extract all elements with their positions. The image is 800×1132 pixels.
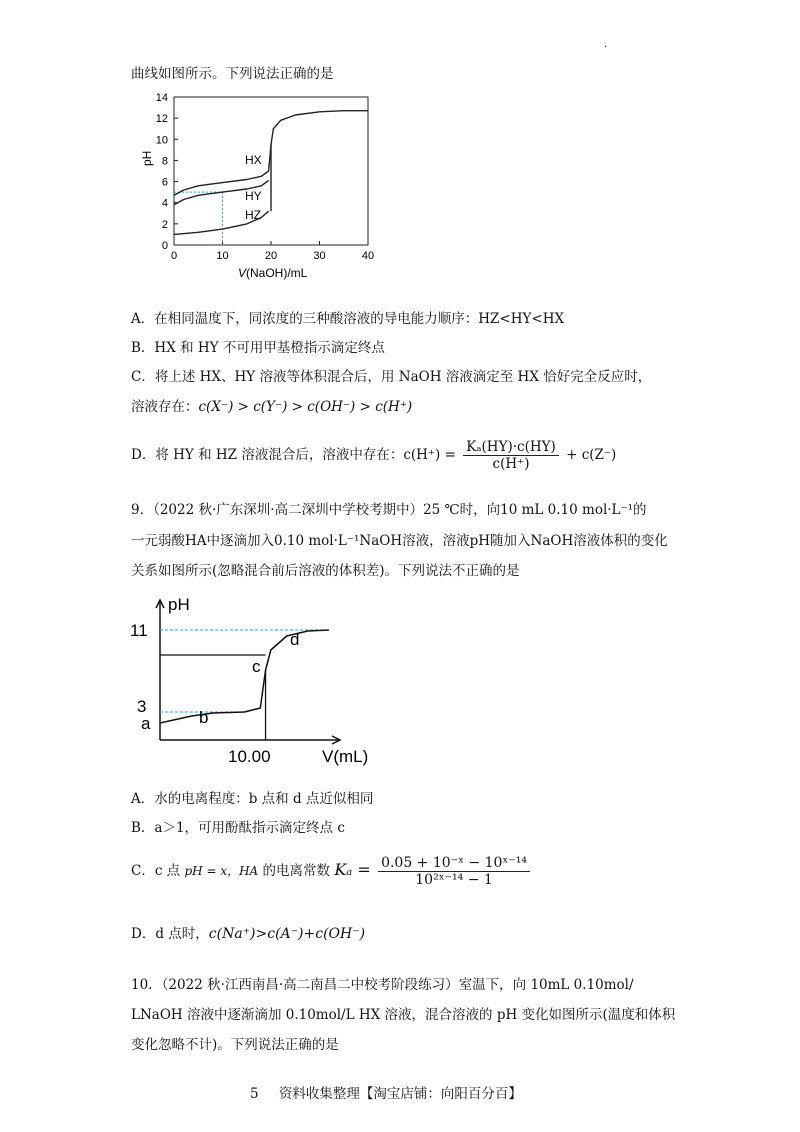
chart1-xlabel: V(NaOH)/mL xyxy=(238,266,308,280)
series-ha xyxy=(160,630,329,723)
legend-hz: HZ xyxy=(245,208,261,222)
chart2-xtick-10: 10.00 xyxy=(228,747,271,766)
footer-text: 资料收集整理【淘宝店铺：向阳百分百】 xyxy=(278,1086,522,1102)
q8-d-prefix: D．将 HY 和 HZ 溶液混合后，溶液中存在：c(H⁺) = xyxy=(131,447,456,463)
chart2-axes xyxy=(156,600,340,744)
chart2-ytick-11: 11 xyxy=(130,621,148,640)
q8-d-fraction xyxy=(463,439,559,472)
chart2-series xyxy=(160,630,329,740)
chart1-xtick-label: 40 xyxy=(361,250,375,262)
q9-c-condition: pH = x，HA xyxy=(184,864,259,878)
q8-option-b: B．HX 和 HY 不可用甲基橙指示滴定终点 xyxy=(131,340,385,356)
page-footer xyxy=(250,1082,522,1102)
q9-option-c xyxy=(131,852,533,889)
chart1-ytick-label: 12 xyxy=(155,113,168,126)
chart1-ylabel: pH xyxy=(140,150,154,166)
legend-hy: HY xyxy=(245,189,262,203)
q8-d-numerator: Kₐ(HY)·c(HY) xyxy=(463,439,559,456)
point-b-label: b xyxy=(199,708,209,727)
q9-stem-line2: 一元弱酸HA中逐滴加入0.10 mol·L⁻¹NaOH溶液，溶液pH随加入NaOH溶液体积的变化 xyxy=(131,533,668,549)
chart1-series xyxy=(174,111,368,245)
q8-c-equation: c(X⁻) > c(Y⁻) > c(OH⁻) > c(H⁺) xyxy=(198,399,413,415)
chart1-ytick-label: 10 xyxy=(155,134,168,147)
chart1-ytick-label: 14 xyxy=(155,92,168,104)
q9-option-d xyxy=(131,924,365,944)
q10-stem-line3: 变化忽略不计)。下列说法正确的是 xyxy=(131,1037,339,1053)
chart1-ytick-label: 8 xyxy=(161,155,168,168)
chart1-xtick-label: 10 xyxy=(216,250,229,262)
q9-d-prefix: D．d 点时， xyxy=(131,926,209,942)
q9-stem-line3: 关系如图所示(忽略混合前后溶液的体积差)。下列说法不正确的是 xyxy=(131,563,520,579)
q8-option-c-line2 xyxy=(131,397,412,417)
q8-option-a: A．在相同温度下，同浓度的三种酸溶液的导电能力顺序：HZ<HY<HX xyxy=(131,311,565,327)
q9-option-a: A．水的电离程度：b 点和 d 点近似相同 xyxy=(131,791,374,807)
chart1-xtick-label: 30 xyxy=(313,250,326,262)
q9-stem-line1: 9．（2022 秋·广东深圳·高二深圳中学校考期中）25 ℃时，向10 mL 0.10 mol·L⁻¹的 xyxy=(131,502,647,518)
chart1-xtick-label: 20 xyxy=(264,250,278,262)
titration-chart-2 xyxy=(130,588,390,774)
chart1-xtick-label: 0 xyxy=(170,250,178,262)
chart1-ytick-label: 2 xyxy=(161,218,168,231)
q9-c-prefix: C．c 点 xyxy=(131,863,181,879)
point-d-label: d xyxy=(290,630,300,649)
q9-c-numerator: 0.05 + 10⁻ˣ − 10ˣ⁻¹⁴ xyxy=(378,855,530,872)
point-c-label: c xyxy=(252,657,261,676)
chart1-ticks xyxy=(156,92,374,262)
q9-d-equation: c(Na⁺)>c(A⁻)+c(OH⁻) xyxy=(208,926,366,942)
q10-stem-line1: 10．（2022 秋·江西南昌·高二南昌二中校考阶段练习）室温下，向 10mL 0.10mol/ xyxy=(131,977,634,993)
q8-d-suffix: + c(Z⁻) xyxy=(566,447,617,463)
q8-c-prefix: 溶液存在： xyxy=(131,399,199,415)
chart2-xlabel: V(mL) xyxy=(322,747,369,766)
chart1-ytick-label: 0 xyxy=(161,240,168,252)
chart2-ytick-3: 3 xyxy=(137,697,147,716)
q10-stem-line2: LNaOH 溶液中逐渐滴加 0.10mol/L HX 溶液，混合溶液的 pH 变化如图所示(温度和体积 xyxy=(131,1007,676,1023)
point-a-label: a xyxy=(141,714,151,733)
q9-c-fraction xyxy=(378,855,530,888)
chart2-ylabel: pH xyxy=(168,595,190,614)
q9-c-mid: 的电离常数 xyxy=(262,863,331,879)
page-number: 5 xyxy=(250,1086,259,1102)
page-dot: · xyxy=(604,42,608,53)
q8-d-denominator: c(H⁺) xyxy=(492,456,530,472)
titration-chart-1 xyxy=(130,86,390,286)
q9-c-denominator: 10²ˣ⁻¹⁴ − 1 xyxy=(415,872,493,888)
q9-c-k: Kₐ = xyxy=(334,860,371,879)
legend-hx: HX xyxy=(245,153,262,167)
question-intro: 曲线如图所示。下列说法正确的是 xyxy=(131,66,334,82)
q8-option-c-line1: C．将上述 HX、HY 溶液等体积混合后，用 NaOH 溶液滴定至 HX 恰好完全反应时， xyxy=(131,369,652,385)
q9-option-b: B．a＞1，可用酚酞指示滴定终点 c xyxy=(131,820,345,836)
chart1-ytick-label: 4 xyxy=(161,197,168,210)
q8-option-d xyxy=(131,438,616,472)
chart1-ytick-label: 6 xyxy=(161,176,168,189)
